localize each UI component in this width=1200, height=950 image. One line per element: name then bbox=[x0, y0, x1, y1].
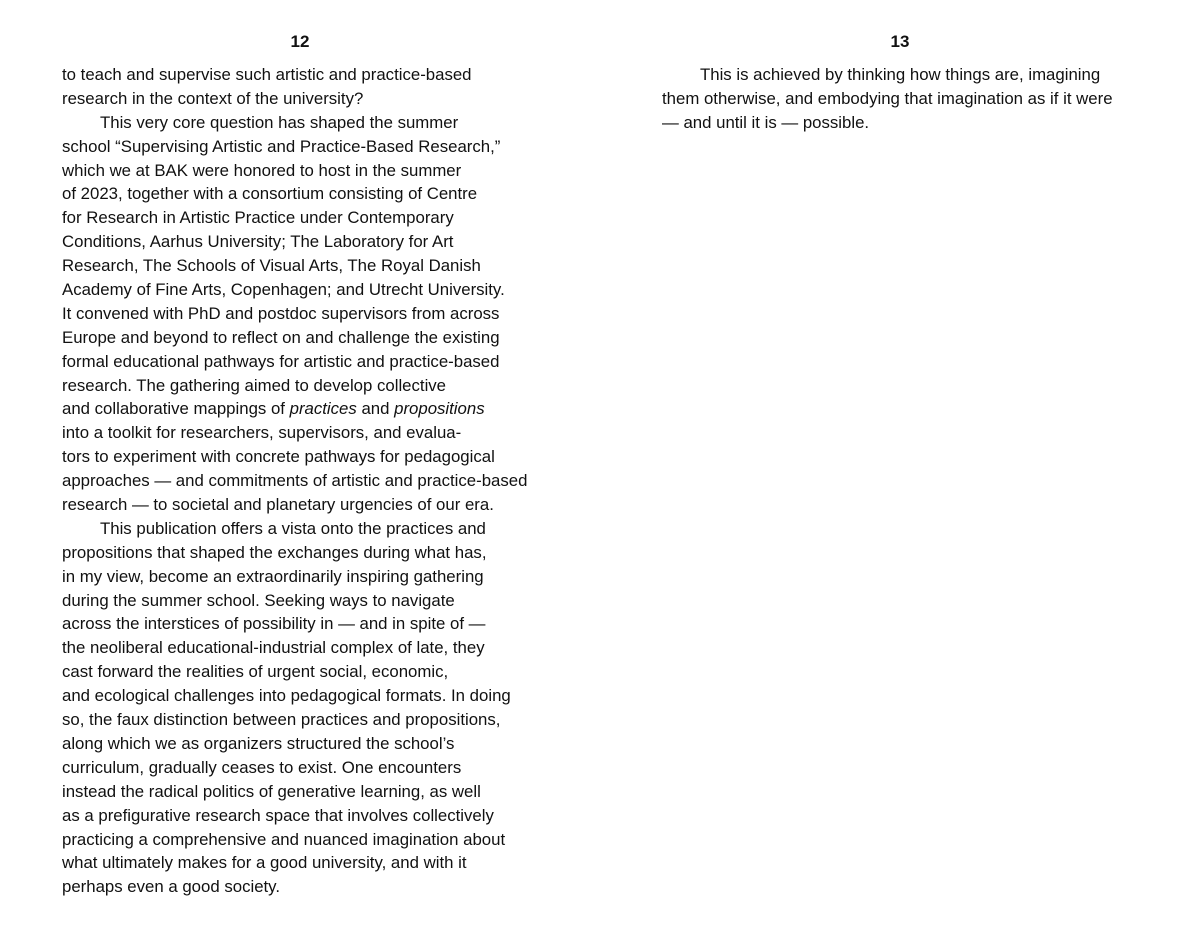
text-line: — and until it is — possible. bbox=[662, 112, 870, 132]
text-line: This publication offers a vista onto the practices and bbox=[100, 518, 486, 538]
text-line: school “Supervising Artistic and Practice-Based Research,” bbox=[62, 136, 501, 156]
text-line: and ecological challenges into pedagogical formats. In doing bbox=[62, 686, 511, 706]
text-line: research. The gathering aimed to develop collective bbox=[62, 375, 447, 395]
text-line: practicing a comprehensive and nuanced imagination about bbox=[62, 829, 506, 849]
text-line: approaches — and commitments of artistic and practice-based bbox=[62, 471, 528, 491]
text-line: instead the radical politics of generative learning, as well bbox=[62, 781, 481, 801]
text-line: which we at BAK were honored to host in the summer bbox=[62, 160, 462, 180]
right-page-body-text bbox=[662, 63, 1113, 135]
text-line: so, the faux distinction between practices and propositions, bbox=[62, 710, 501, 730]
left-page-body-text bbox=[62, 63, 527, 899]
page-number-right: 13 bbox=[890, 32, 910, 51]
text-line: formal educational pathways for artistic and practice-based bbox=[62, 351, 500, 371]
text-line: It convened with PhD and postdoc supervisors from across bbox=[62, 303, 500, 323]
italic-term: practices bbox=[289, 399, 357, 419]
text-line: This is achieved by thinking how things are, imagining bbox=[700, 65, 1101, 84]
text-line: them otherwise, and embodying that imagination as if it were bbox=[662, 88, 1113, 108]
italic-term: propositions bbox=[394, 399, 485, 419]
text-line: into a toolkit for researchers, supervisors, and evalua- bbox=[62, 423, 462, 443]
text-segment: and bbox=[356, 399, 395, 419]
text-line: This very core question has shaped the summer bbox=[100, 112, 459, 132]
text-line: of 2023, together with a consortium consisting of Centre bbox=[62, 184, 478, 204]
page-number-left: 12 bbox=[290, 32, 310, 51]
text-line: as a prefigurative research space that involves collectively bbox=[62, 805, 494, 825]
text-line: during the summer school. Seeking ways to navigate bbox=[62, 590, 455, 610]
text-line: Academy of Fine Arts, Copenhagen; and Utrecht University. bbox=[62, 280, 505, 300]
text-line: in my view, become an extraordinarily inspiring gathering bbox=[62, 566, 484, 586]
text-line: curriculum, gradually ceases to exist. One encounters bbox=[62, 757, 462, 777]
text-line: tors to experiment with concrete pathways for pedagogical bbox=[62, 447, 495, 467]
text-line: perhaps even a good society. bbox=[62, 877, 280, 897]
text-line: Research, The Schools of Visual Arts, The Royal Danish bbox=[62, 256, 481, 276]
text-line: Conditions, Aarhus University; The Laboratory for Art bbox=[62, 232, 454, 252]
text-segment: and collaborative mappings of bbox=[62, 399, 290, 419]
text-line: research in the context of the university? bbox=[62, 88, 364, 108]
text-line: cast forward the realities of urgent social, economic, bbox=[62, 662, 449, 682]
text-line: propositions that shaped the exchanges during what has, bbox=[62, 542, 487, 562]
text-line: research — to societal and planetary urgencies of our era. bbox=[62, 495, 494, 515]
text-line: along which we as organizers structured the school’s bbox=[62, 733, 455, 753]
text-line: to teach and supervise such artistic and practice-based bbox=[62, 65, 472, 84]
text-line: the neoliberal educational-industrial complex of late, they bbox=[62, 638, 485, 658]
text-line bbox=[62, 397, 527, 421]
text-line: what ultimately makes for a good university, and with it bbox=[62, 853, 467, 873]
text-line: Europe and beyond to reflect on and challenge the existing bbox=[62, 327, 500, 347]
text-line: for Research in Artistic Practice under Contemporary bbox=[62, 208, 454, 228]
text-line: across the interstices of possibility in — and in spite of — bbox=[62, 614, 486, 634]
